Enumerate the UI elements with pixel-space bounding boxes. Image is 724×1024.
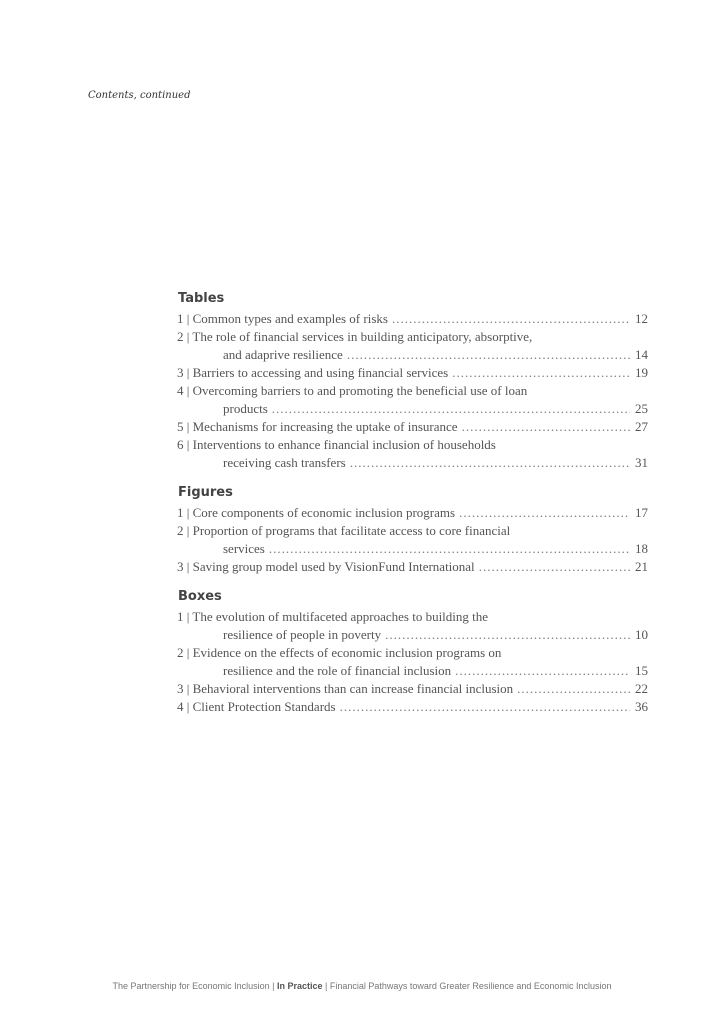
entry-title-line: Client Protection Standards xyxy=(192,699,336,714)
toc-entry[interactable] xyxy=(177,504,648,522)
toc-entry[interactable] xyxy=(177,328,648,364)
dot-leader xyxy=(392,310,630,328)
page-number: 17 xyxy=(635,505,648,520)
page-number: 25 xyxy=(635,401,648,416)
page-number: 15 xyxy=(635,663,648,678)
entry-number: 4 | xyxy=(177,699,193,714)
toc-section-figures xyxy=(177,484,648,576)
entry-text xyxy=(223,454,346,472)
entry-title-line: services xyxy=(223,541,265,556)
toc-entry[interactable] xyxy=(177,698,648,716)
entry-title-line: resilience and the role of financial inclusion xyxy=(223,663,452,678)
page-number: 22 xyxy=(635,681,648,696)
entry-title-line: Behavioral interventions than can increase financial inclusion xyxy=(192,681,514,696)
entry-title-line: Evidence on the effects of economic inclusion programs on xyxy=(192,645,502,660)
entry-number: 2 | xyxy=(177,329,193,344)
entry-text xyxy=(223,626,381,644)
page-number: 21 xyxy=(635,559,648,574)
entry-text xyxy=(177,329,532,344)
entry-title-line: resilience of people in poverty xyxy=(223,627,382,642)
entry-number: 6 | xyxy=(177,437,193,452)
entry-text xyxy=(177,698,336,716)
entry-title-line: Common types and examples of risks xyxy=(192,311,388,326)
entry-number: 5 | xyxy=(177,419,193,434)
toc-entry[interactable] xyxy=(177,382,648,418)
dot-leader xyxy=(347,346,630,364)
entry-title-line: Overcoming barriers to and promoting the beneficial use of loan xyxy=(192,383,528,398)
entry-text xyxy=(223,400,268,418)
entry-text xyxy=(223,346,343,364)
entry-number: 2 | xyxy=(177,523,193,538)
entry-text xyxy=(177,437,496,452)
entry-title-line: The evolution of multifaceted approaches to building the xyxy=(192,609,489,624)
entry-number: 1 | xyxy=(177,311,193,326)
page-number: 14 xyxy=(635,347,648,362)
entry-title-line: Mechanisms for increasing the uptake of insurance xyxy=(192,419,458,434)
entry-text xyxy=(223,662,451,680)
dot-leader xyxy=(462,418,630,436)
section-title: Figures xyxy=(178,485,233,500)
dot-leader xyxy=(517,680,630,698)
page-number: 27 xyxy=(635,419,648,434)
toc-entry[interactable] xyxy=(177,310,648,328)
running-header: Contents, continued xyxy=(88,90,191,101)
entry-text xyxy=(177,418,458,436)
entry-text xyxy=(177,523,510,538)
entry-text xyxy=(177,364,448,382)
toc-section-tables xyxy=(177,290,648,472)
entry-title-line: Proportion of programs that facilitate access to core financial xyxy=(192,523,511,538)
toc-entry[interactable] xyxy=(177,680,648,698)
entry-text xyxy=(177,558,475,576)
page-number: 31 xyxy=(635,455,648,470)
entry-number: 3 | xyxy=(177,681,193,696)
page-footer xyxy=(0,981,724,991)
footer-publisher: The Partnership for Economic Inclusion | xyxy=(112,981,277,991)
dot-leader xyxy=(452,364,630,382)
toc-entry[interactable] xyxy=(177,522,648,558)
entry-title-line: Saving group model used by VisionFund International xyxy=(192,559,475,574)
dot-leader xyxy=(340,698,630,716)
dot-leader xyxy=(385,626,630,644)
dot-leader xyxy=(479,558,630,576)
toc-entry[interactable] xyxy=(177,418,648,436)
dot-leader xyxy=(272,400,630,418)
page-number: 18 xyxy=(635,541,648,556)
toc-entry[interactable] xyxy=(177,364,648,382)
toc-entry[interactable] xyxy=(177,644,648,680)
entry-text xyxy=(177,383,527,398)
entry-number: 4 | xyxy=(177,383,193,398)
page-number: 10 xyxy=(635,627,648,642)
entry-text xyxy=(177,680,513,698)
entry-title-line: Core components of economic inclusion programs xyxy=(192,505,456,520)
entry-text xyxy=(177,504,455,522)
entry-title-line: products xyxy=(223,401,268,416)
toc-entry[interactable] xyxy=(177,436,648,472)
footer-title: | Financial Pathways toward Greater Resilience and Economic Inclusion xyxy=(322,981,612,991)
page-number: 19 xyxy=(635,365,648,380)
entry-title-line: receiving cash transfers xyxy=(223,455,346,470)
entry-title-line: Interventions to enhance financial inclusion of households xyxy=(192,437,496,452)
entry-title-line: and adaprive resilience xyxy=(223,347,343,362)
section-title: Tables xyxy=(178,291,225,306)
entry-text xyxy=(177,310,388,328)
dot-leader xyxy=(350,454,630,472)
section-title: Boxes xyxy=(178,589,222,604)
entry-number: 3 | xyxy=(177,365,193,380)
table-of-contents xyxy=(177,290,648,728)
dot-leader xyxy=(269,540,630,558)
entry-title-line: The role of financial services in building anticipatory, absorptive, xyxy=(192,329,533,344)
entry-number: 2 | xyxy=(177,645,193,660)
entry-number: 3 | xyxy=(177,559,193,574)
entry-text xyxy=(223,540,265,558)
dot-leader xyxy=(459,504,630,522)
entry-number: 1 | xyxy=(177,505,193,520)
toc-entry[interactable] xyxy=(177,608,648,644)
page-number: 12 xyxy=(635,311,648,326)
page-number: 36 xyxy=(635,699,648,714)
dot-leader xyxy=(455,662,630,680)
toc-section-boxes xyxy=(177,588,648,716)
footer-series: In Practice xyxy=(276,981,323,991)
toc-entry[interactable] xyxy=(177,558,648,576)
entry-title-line: Barriers to accessing and using financial services xyxy=(192,365,449,380)
entry-text xyxy=(177,609,488,624)
entry-number: 1 | xyxy=(177,609,193,624)
entry-text xyxy=(177,645,501,660)
